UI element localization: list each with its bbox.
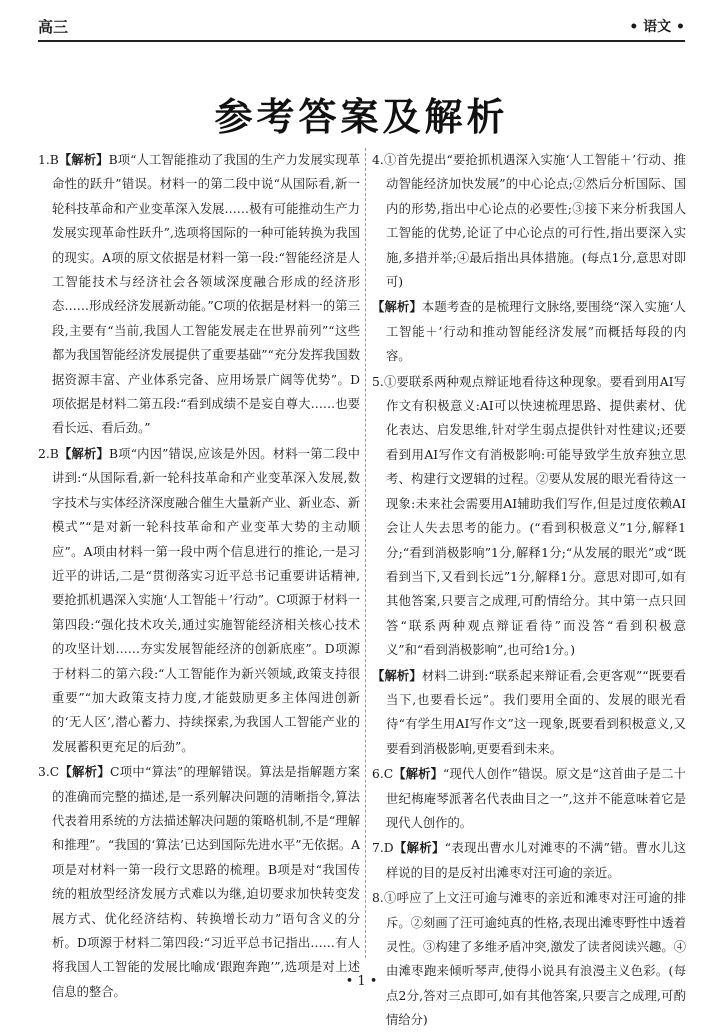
answer-number: 5. [372,374,384,389]
left-column [38,148,360,1004]
analysis-tag: 【解析】 [372,299,422,315]
analysis-tag: 【解析】 [58,152,109,167]
answer-number: 8. [372,891,384,906]
answer-number: 6.C [372,767,394,782]
answer-item [372,664,686,762]
analysis-tag: 【解析】 [372,667,422,683]
page-title: 参考答案及解析 [214,95,509,139]
answer-item [372,148,686,294]
answer-item [372,836,686,885]
answer-text: “现代人创作”错误。原文是“这首曲子是二十世纪梅庵琴派著名代表曲目之一”,这并不能意味着它是现代人创作的。 [386,767,686,830]
answer-item [372,370,686,663]
subject-label: • 语文 • [629,19,685,35]
answer-text: B项“人工智能推动了我国的生产力发展实现革命性的跃升”错误。材料一的第二段中说“从国际看,新一轮科技革命和产业变革深入发展……极有可能推动生产力发展实现革命性跃升”,选项将国际的一种可能转换为我国的现实。A项的原文依据是材料一第一段:“智能经济是人工智能技术与经济社会各领域深度融合形成的经济形态……形成经济发展新动能。”C项的依据是材料一的第三段,主要有“当前,我国人工智能发展走在世界前列”“这些都为我国智能经济发展提供了重要基础”“充分发挥我国数据资源丰富、产业体系完备、应用场景广阔等优势”。D项依据是材料二第五段:“看到成绩不是妄自尊大……也要看长远、看后劲。” [52,153,360,436]
answer-text: 本题考查的是梳理行文脉络,要围绕“深入实施‘人工智能＋’行动和推动智能经济发展”而概括每段的内容。 [386,300,686,364]
answer-text: ①首先提出“要抢抓机遇深入实施‘人工智能＋’行动、推动智能经济加快发展”的中心论点;②然后分析国际、国内的形势,指出中心论点的必要性;③接下来分析我国人工智能的优势,论证了中心论点的可行性,指出要深入实施,多措并举;④最后指出具体措施。(每点1分,意思对即可) [383,153,686,290]
answer-number: 3.C [38,765,60,780]
answer-item [372,762,686,835]
answer-item [372,295,686,368]
page-number: • 1 • [345,974,378,989]
answer-text: “表现出曹水儿对滩枣的不满”错。曹水儿这样说的目的是反衬出滩枣对汪可逾的亲近。 [386,841,686,880]
right-column [372,148,686,1033]
answer-text: ①要联系两种观点辩证地看待这种现象。要看到用AI写作文有积极意义:AI可以快速梳理思路、提供素材、优化表达、启发思维,针对学生弱点提供针对性建议;还要看到用AI写作文有消极影响:可能导致学生放弃独立思考、构建行文逻辑的过程。②要从发展的眼光看待这一现象:未来社会需要用AI辅助我们写作,但是过度依赖AI会让人失去思考的能力。(“看到积极意义”1分,解释1分;“看到消极影响”1分,解释1分;“从发展的眼光”或“既看到当下,又看到长远”1分,解释1分。意思对即可,如有其他答案,只要言之成理,可酌情给分。其中第一点只回答“联系两种观点辩证看待”而没答“看到积极意义”和“看到消极影响”,也可给1分。) [383,374,686,658]
analysis-tag: 【解析】 [59,764,111,780]
answer-number: 4. [372,153,384,167]
answer-number: 7.D [372,841,394,856]
answer-item [38,148,360,441]
answer-text: B项“内因”错误,应该是外因。材料一第二段中讲到:“从国际看,新一轮科技革命和产业变革深入发展,数字技术与实体经济深度融合催生大量新产业、新业态、新模式”“是对新一轮科技革命和产业变革大势的主动顺应”。A项由材料一第一段中两个信息进行的推论,一是习近平的讲话,二是“贯彻落实习近平总书记重要讲话精神,要抢抓机遇深入实施‘人工智能＋’行动”。C项源于材料一第四段:“强化技术攻关,通过实施智能经济相关核心技术的攻坚计划……夯实发展智能经济的创新底座”。D项源于材料二的第六段:“人工智能作为新兴领域,政策支持很重要”“加大政策支持力度,才能鼓励更多主体闯进创新的‘无人区’,潜心蓄力、持续探索,为我国人工智能产业的发展蓄积更充足的后劲”。 [52,446,360,754]
analysis-tag: 【解析】 [58,445,109,461]
answer-item [38,760,360,1004]
header-divider [38,40,685,42]
answer-text: C项中“算法”的理解错误。算法是指解题方案的准确而完整的描述,是一系列解决问题的清晰指令,算法代表着用系统的方法描述解决问题的策略机制,不是“理解和推理”。“我国的‘算法’已达到国际先进水平”无依据。A项是对材料一第一段行文思路的梳理。B项是对“我国传统的粗放型经济发展方式难以为继,迫切要求加快转变发展方式、优化经济结构、转换增长动力”语句含义的分析。D项源于材料二第四段:“习近平总书记指出……有人将我国人工智能的发展比喻成‘跟跑奔跑’”,选项是对上述信息的整合。 [52,765,360,999]
analysis-tag: 【解析】 [393,840,445,856]
analysis-tag: 【解析】 [393,766,444,782]
page-header [38,16,685,38]
answer-item [38,442,360,759]
answer-text: ①呼应了上文汪可逾与滩枣的亲近和滩枣对汪可逾的排斥。②刻画了汪可逾纯真的性格,表现出滩枣野性中透着灵性。③构建了多维矛盾冲突,激发了读者阅读兴趣。④由滩枣跑来倾听琴声,使得小说具有浪漫主义色彩。(每点2分,答对三点即可,如有其他答案,只要言之成理,可酌情给分) [383,891,686,1028]
answer-text: 材料二讲到:“联系起来辩证看,会更客观”“既要看当下,也要看长远”。我们要用全面的、发展的眼光看待“有学生用AI写作文”这一现象,既要看到积极意义,又要看到消极影响,更要看到未来。 [386,668,686,756]
column-divider [365,148,366,958]
answer-number: 2.B [38,446,59,461]
answer-item [372,886,686,1032]
answer-number: 1.B [38,153,59,167]
grade-label: 高三 [38,18,69,36]
